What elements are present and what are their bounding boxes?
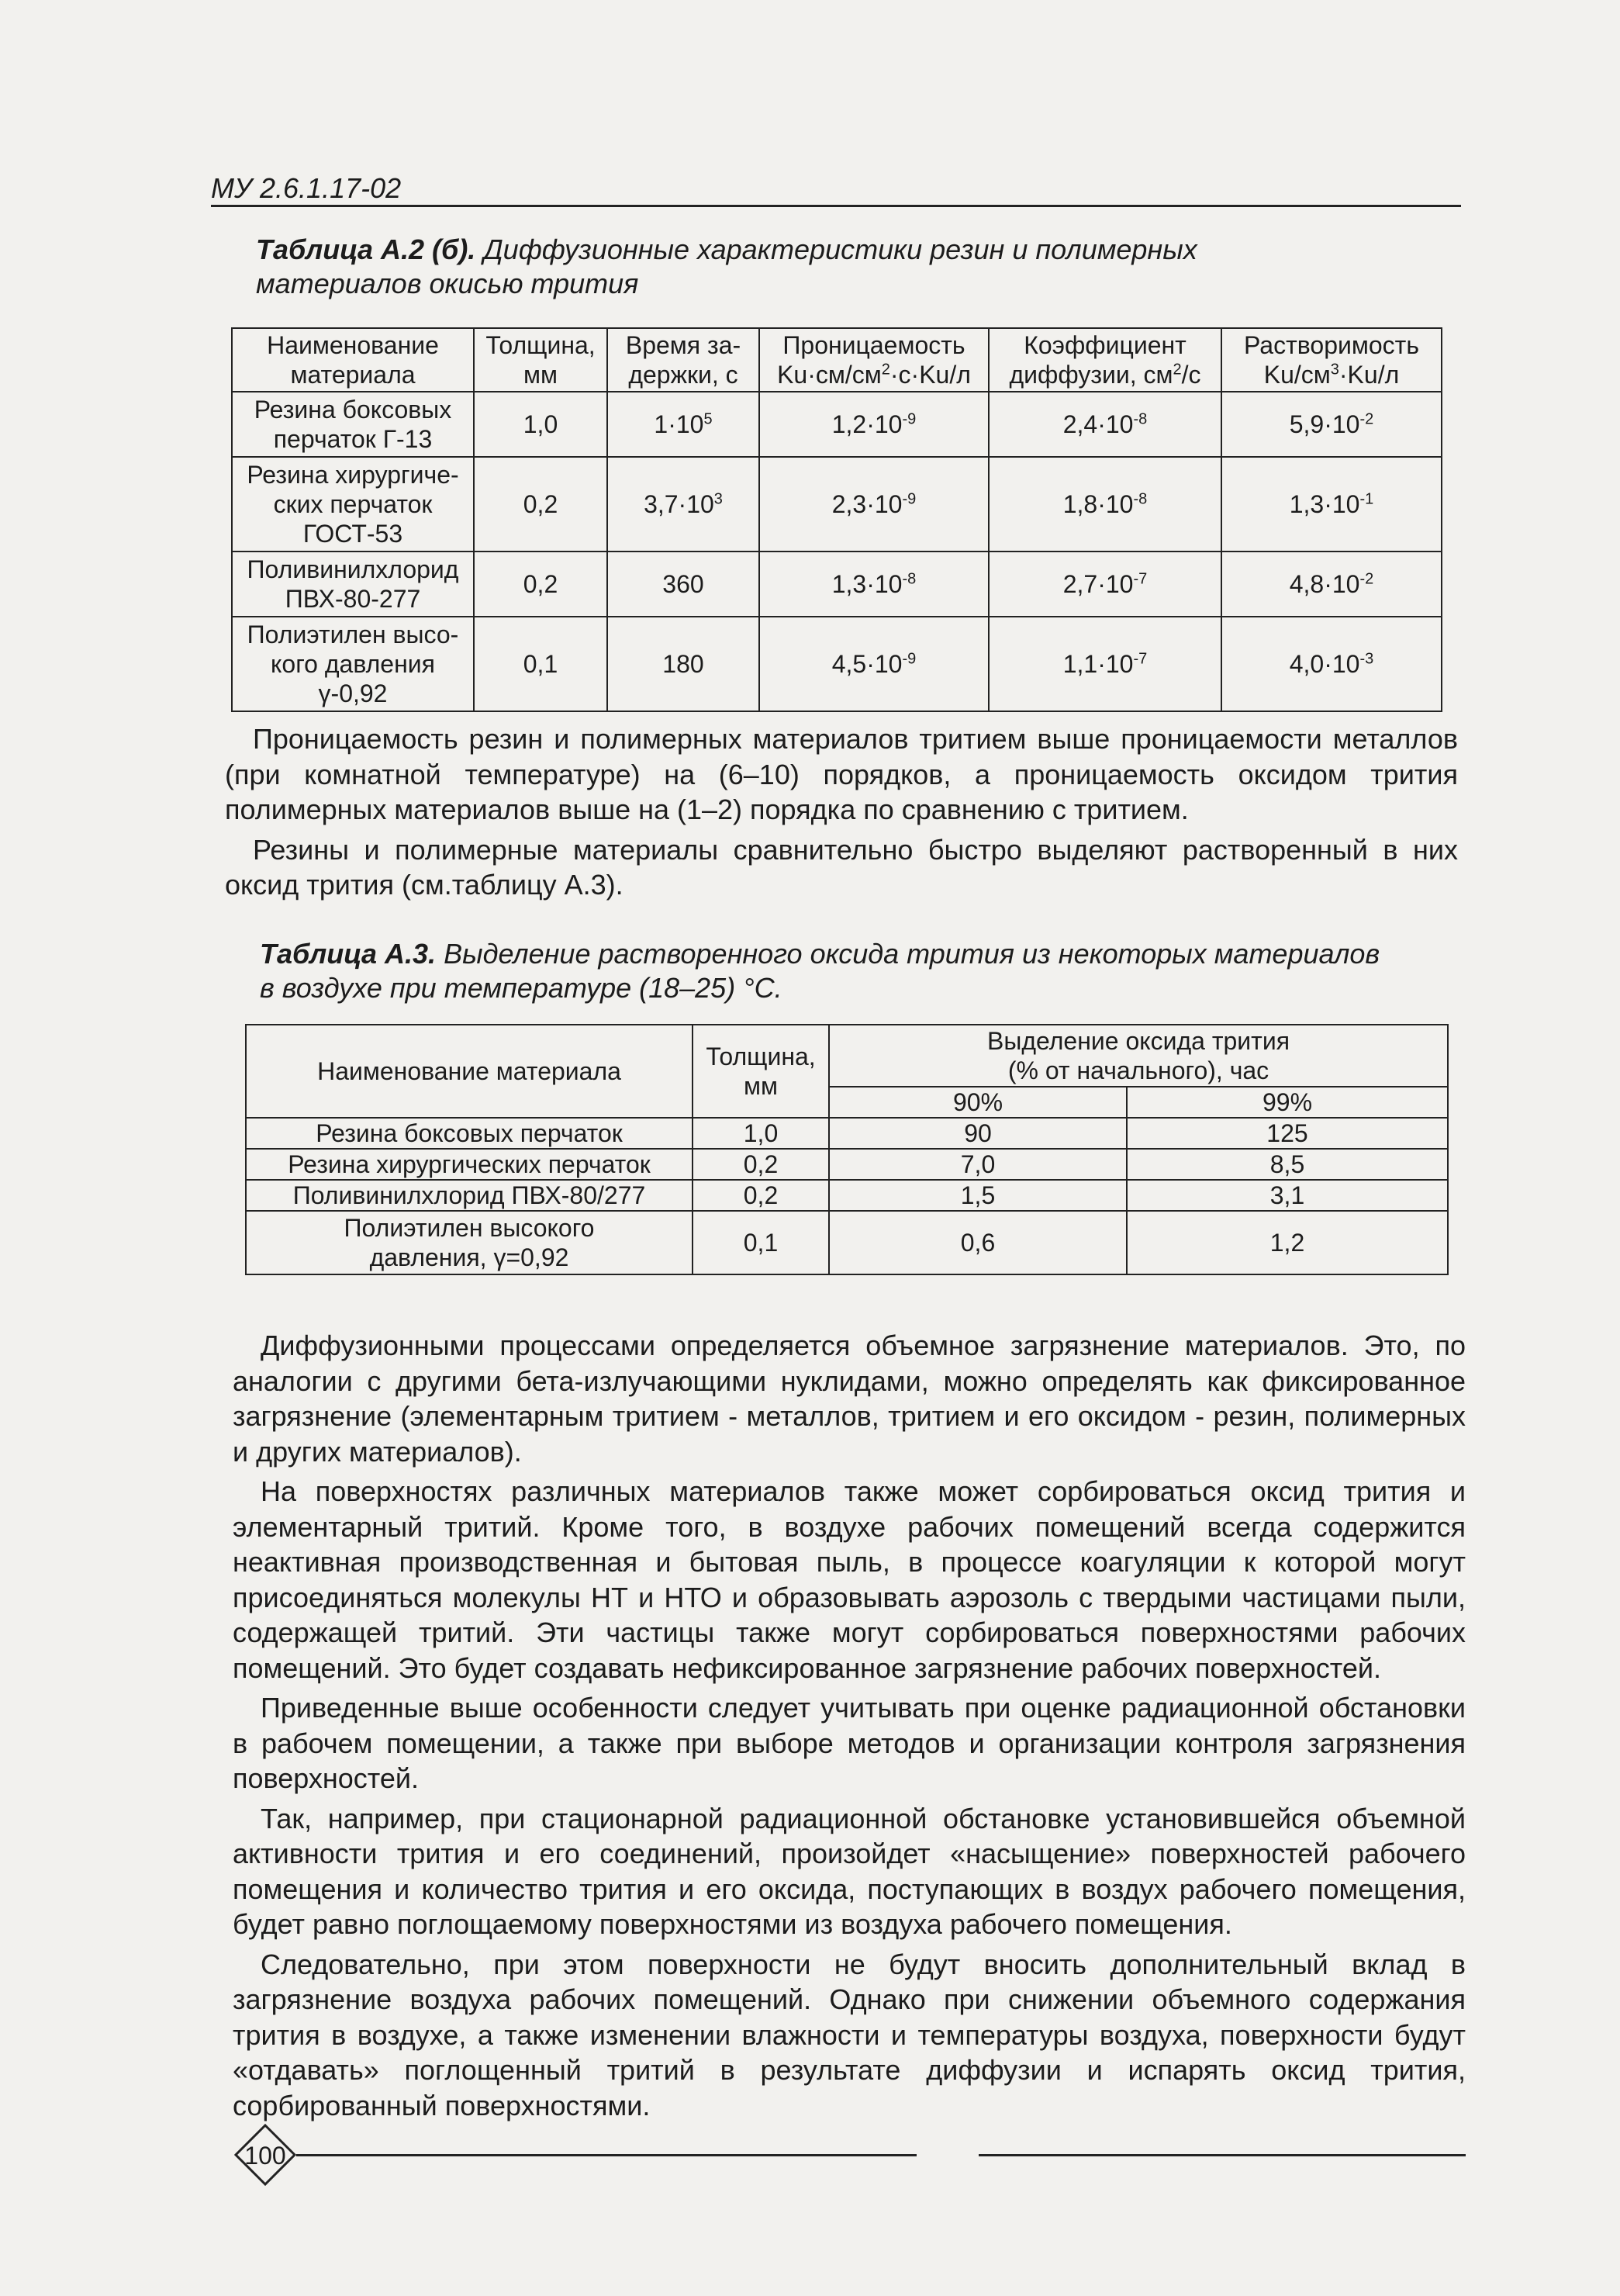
release-90-cell: 90: [829, 1118, 1127, 1149]
header-permeability-cell: Проницаемость $Ku\cdot см/см^2\cdot с\cdot Ku/л$: [759, 328, 989, 392]
delay-cell: $1\cdot 10^5$: [607, 392, 759, 457]
paragraph: Проницаемость резин и полимерных материалов тритием выше проницаемости металлов (при комнатной температуре) на (6–10) порядков, а проницаемость оксидом трития полимерных материалов выше на (1–2) порядка по сравнению с тритием.: [225, 723, 1458, 825]
page-number-diamond: [234, 2124, 296, 2186]
table-row: [246, 1149, 1448, 1180]
diffusion-cell: $2,7\cdot 10^{-7}$: [989, 552, 1221, 617]
paragraph: Резины и полимерные материалы сравнительно быстро выделяют растворенный в них оксид трития (см.таблицу А.3).: [225, 833, 1458, 901]
thickness-cell: 0,2: [474, 552, 607, 617]
thickness-cell: 0,2: [693, 1149, 829, 1180]
delay-cell: $3,7\cdot 10^3$: [607, 457, 759, 552]
header-rule: [211, 205, 1461, 207]
header-delay-cell: Время за- держки, с: [607, 328, 759, 392]
diffusion-cell: $2,4\cdot 10^{-8}$: [989, 392, 1221, 457]
release-90-cell: 0,6: [829, 1211, 1127, 1274]
thickness-cell: 1,0: [474, 392, 607, 457]
paragraph: На поверхностях различных материалов также может сорбироваться оксид трития и элементарный тритий. Кроме того, в воздухе рабочих помещений всегда содержится неактивная производственная и бытовая пыль, в процессе коагуляции к которой могут присоединяться молекулы НТ и НТО и образовывать аэрозоль с твердыми частицами пыли, содержащей тритий. Эти частицы также могут сорбироваться поверхностями рабочих помещений. Это будет создавать нефиксированное загрязнение рабочих поверхностей.: [233, 1475, 1466, 1684]
paragraph: Приведенные выше особенности следует учитывать при оценке радиационной обстановки в рабочем помещении, а также при выборе методов и организации контроля загрязнения поверхностей.: [233, 1692, 1466, 1794]
table-a2: [231, 327, 1442, 712]
delay-cell: 180: [607, 617, 759, 711]
table-a3-label: Таблица А.3.: [260, 938, 437, 970]
delay-cell: 360: [607, 552, 759, 617]
table-a2-title-line1: Диффузионные характеристики резин и полимерных: [483, 233, 1197, 265]
diffusion-cell: $1,8\cdot 10^{-8}$: [989, 457, 1221, 552]
paragraph: Так, например, при стационарной радиационной обстановке установившейся объемной активности трития и его соединений, произойдет «насыщение» поверхностей рабочего помещения и количество трития и его оксида, поступающих в воздух рабочего помещения, будет равно поглощаемому поверхностями из воздуха рабочего помещения.: [233, 1802, 1466, 1940]
thickness-cell: 0,2: [693, 1180, 829, 1211]
header-diffusion-cell: Коэффициент диффузии, $см^2/с$: [989, 328, 1221, 392]
header-name-cell: Наименование материала: [232, 328, 474, 392]
thickness-cell: 0,1: [693, 1211, 829, 1274]
document-code: МУ 2.6.1.17-02: [211, 172, 402, 204]
material-name-cell: Резина хирургических перчаток: [246, 1149, 693, 1180]
header-thickness-cell: Толщина, мм: [474, 328, 607, 392]
table-a3: [245, 1024, 1449, 1275]
table-row: [232, 552, 1442, 617]
solubility-cell: $5,9\cdot 10^{-2}$: [1221, 392, 1442, 457]
table-row: [246, 1211, 1448, 1274]
page-number: 100: [244, 2142, 286, 2170]
release-90-cell: 7,0: [829, 1149, 1127, 1180]
diffusion-cell: $1,1\cdot 10^{-7}$: [989, 617, 1221, 711]
header-name-cell: Наименование материала: [246, 1025, 693, 1118]
table-a3-caption: [260, 937, 1470, 1005]
table-row: [232, 392, 1442, 457]
paragraph: Следовательно, при этом поверхности не будут вносить дополнительный вклад в загрязнение воздуха рабочих помещений. Однако при снижении объемного содержания трития в воздухе, а также изменении влажности и температуры воздуха, поверхности будут «отдавать» поглощенный тритий в результате диффузии и испарять оксид трития, сорбированный поверхностями.: [233, 1948, 1466, 2121]
footer-rule: [296, 2154, 917, 2156]
table-a3-header-row: [246, 1025, 1448, 1087]
permeability-cell: $1,2\cdot 10^{-9}$: [759, 392, 989, 457]
material-name-cell: Поливинилхлорид ПВХ-80/277: [246, 1180, 693, 1211]
release-99-cell: 8,5: [1127, 1149, 1448, 1180]
material-name-cell: Полиэтилен высо- кого давления γ-0,92: [232, 617, 474, 711]
permeability-cell: $4,5\cdot 10^{-9}$: [759, 617, 989, 711]
release-99-cell: 125: [1127, 1118, 1448, 1149]
header-thickness-cell: Толщина, мм: [693, 1025, 829, 1118]
table-a2-title-line2: материалов окисью трития: [256, 268, 639, 299]
table-row: [232, 617, 1442, 711]
material-name-cell: Поливинилхлорид ПВХ-80-277: [232, 552, 474, 617]
header-99-cell: 99%: [1127, 1087, 1448, 1118]
header-release-cell: Выделение оксида трития (% от начального), час: [829, 1025, 1448, 1087]
thickness-cell: 1,0: [693, 1118, 829, 1149]
table-a2-label: Таблица А.2 (б).: [256, 233, 476, 265]
table-row: [246, 1180, 1448, 1211]
material-name-cell: Резина хирургиче- ских перчаток ГОСТ-53: [232, 457, 474, 552]
material-name-cell: Резина боксовых перчаток Г-13: [232, 392, 474, 457]
permeability-cell: $2,3\cdot 10^{-9}$: [759, 457, 989, 552]
table-a3-title-line2: в воздухе при температуре (18–25) °С.: [260, 972, 782, 1004]
paragraph: Диффузионными процессами определяется объемное загрязнение материалов. Это, по аналогии с другими бета-излучающими нуклидами, можно определять как фиксированное загрязнение (элементарным тритием - металлов, тритием и его оксидом - резин, полимерных и других материалов).: [233, 1330, 1466, 1468]
permeability-cell: $1,3\cdot 10^{-8}$: [759, 552, 989, 617]
release-99-cell: 3,1: [1127, 1180, 1448, 1211]
table-a3-title-line1: Выделение растворенного оксида трития из некоторых материалов: [444, 938, 1380, 970]
body-text-middle: [225, 721, 1458, 908]
solubility-cell: $4,8\cdot 10^{-2}$: [1221, 552, 1442, 617]
body-text-bottom: [233, 1328, 1466, 2128]
footer-rule: [979, 2154, 1466, 2156]
material-name-cell: Полиэтилен высокого давления, γ=0,92: [246, 1211, 693, 1274]
release-99-cell: 1,2: [1127, 1211, 1448, 1274]
diamond-icon: [234, 2124, 296, 2186]
solubility-cell: $1,3\cdot 10^{-1}$: [1221, 457, 1442, 552]
thickness-cell: 0,2: [474, 457, 607, 552]
release-90-cell: 1,5: [829, 1180, 1127, 1211]
table-row: [246, 1118, 1448, 1149]
material-name-cell: Резина боксовых перчаток: [246, 1118, 693, 1149]
header-solubility-cell: Растворимость $Ku/см^3\cdot Ku/л$: [1221, 328, 1442, 392]
table-a2-header-row: [232, 328, 1442, 392]
solubility-cell: $4,0\cdot 10^{-3}$: [1221, 617, 1442, 711]
table-a2-caption: [256, 233, 1450, 301]
table-row: [232, 457, 1442, 552]
header-90-cell: 90%: [829, 1087, 1127, 1118]
thickness-cell: 0,1: [474, 617, 607, 711]
